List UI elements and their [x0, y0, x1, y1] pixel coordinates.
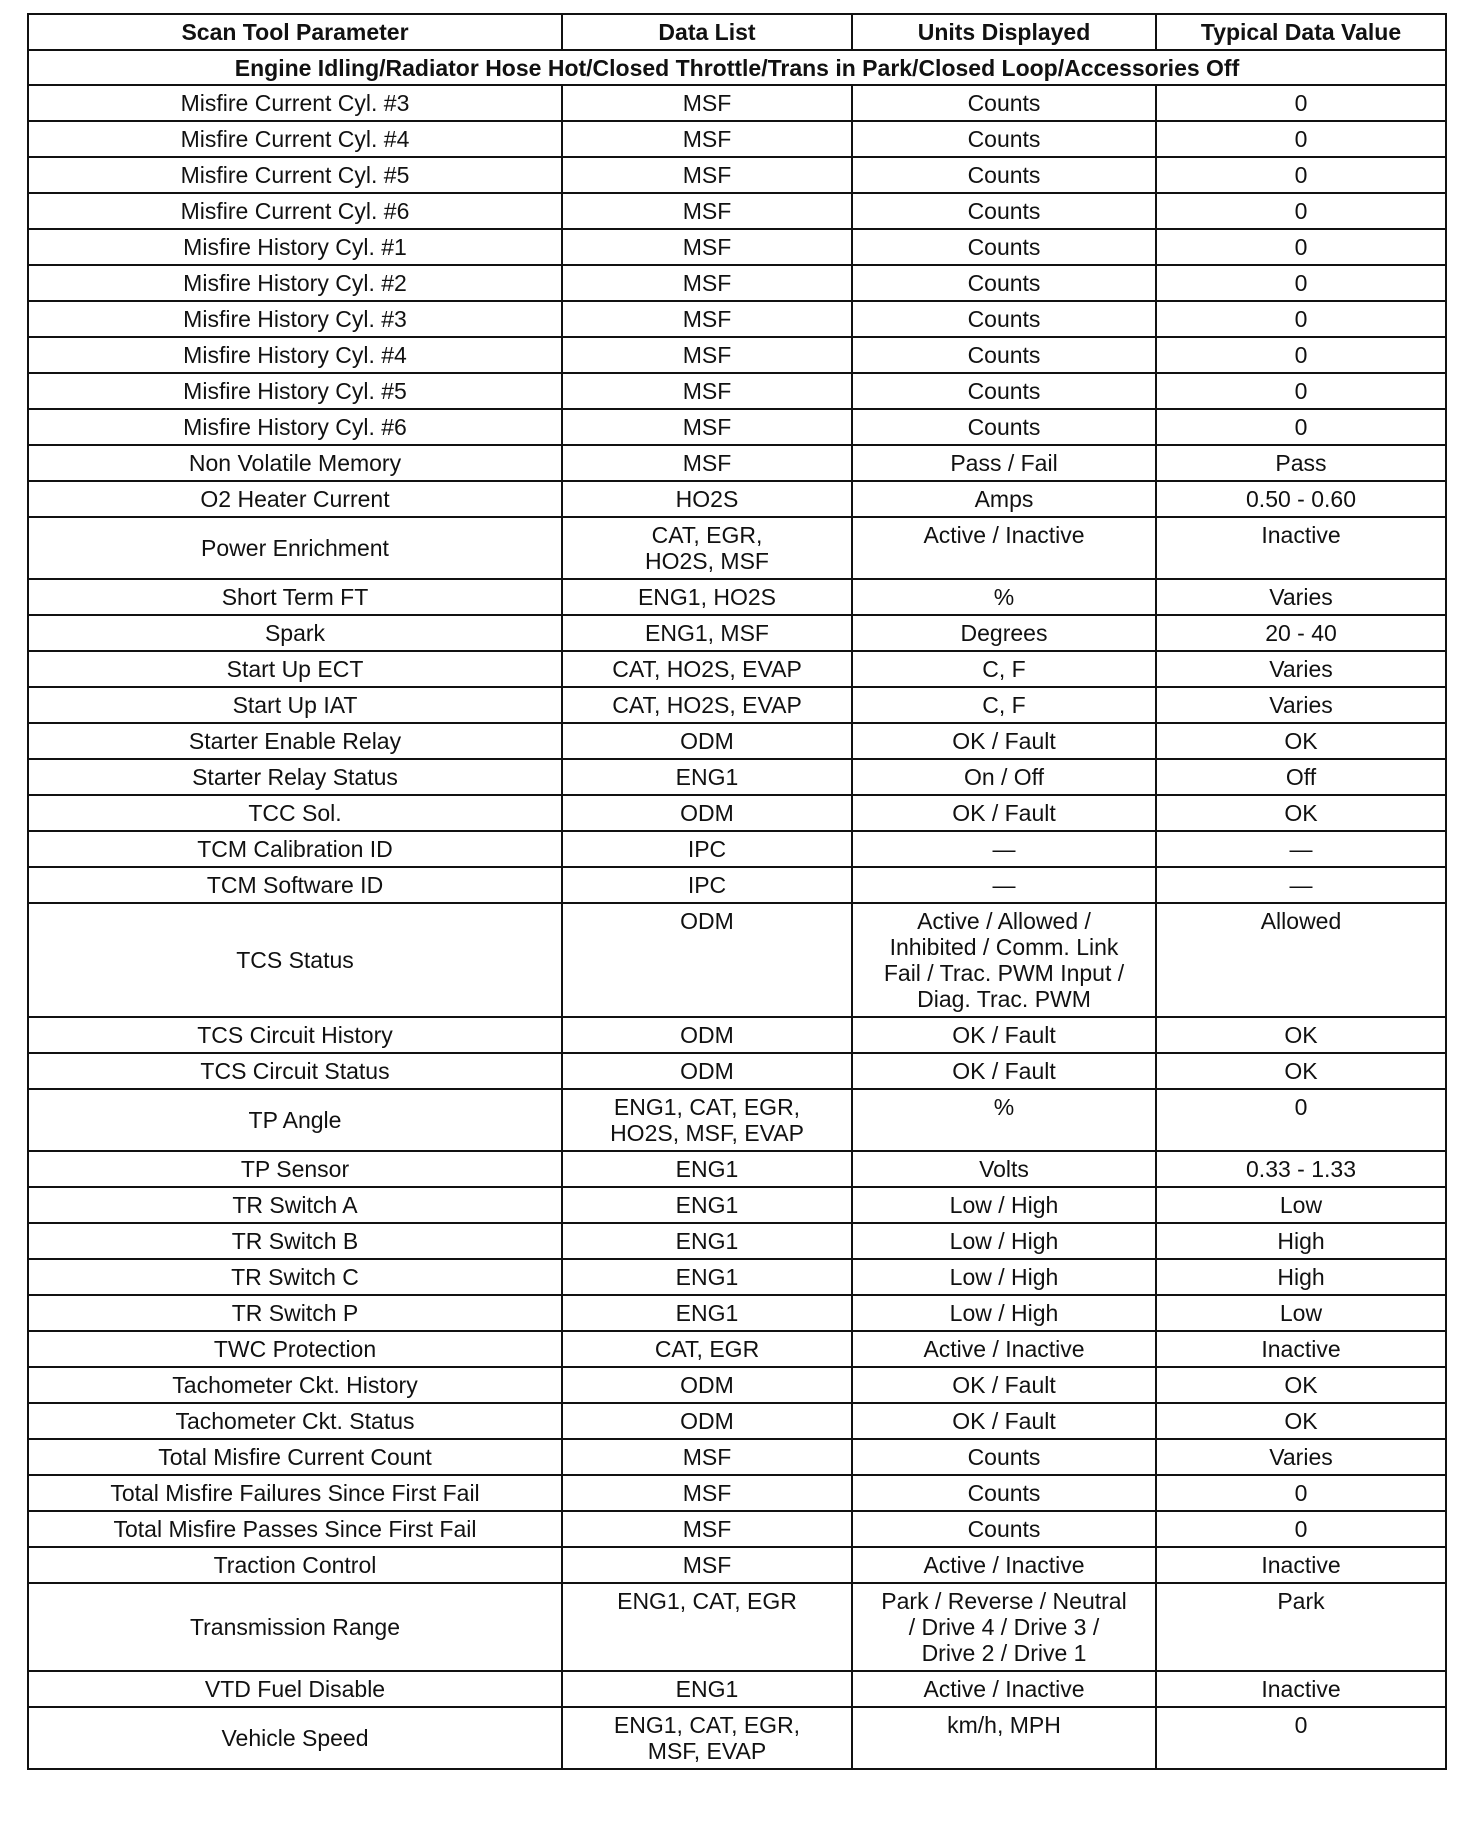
- table-row: [28, 1583, 1446, 1671]
- cell-data-list: ENG1, CAT, EGR: [562, 1583, 852, 1671]
- table-row: [28, 229, 1446, 265]
- cell-typical-data-value: Varies: [1156, 579, 1446, 615]
- cell-typical-data-value: Inactive: [1156, 1331, 1446, 1367]
- cell-scan-tool-parameter: TCS Circuit History: [28, 1017, 562, 1053]
- cell-typical-data-value: Varies: [1156, 651, 1446, 687]
- cell-data-list: ENG1, MSF: [562, 615, 852, 651]
- cell-units-displayed: Volts: [852, 1151, 1156, 1187]
- cell-data-list: MSF: [562, 193, 852, 229]
- table-row: [28, 121, 1446, 157]
- cell-scan-tool-parameter: O2 Heater Current: [28, 481, 562, 517]
- cell-scan-tool-parameter: Spark: [28, 615, 562, 651]
- cell-scan-tool-parameter: Total Misfire Failures Since First Fail: [28, 1475, 562, 1511]
- cell-units-displayed: Low / High: [852, 1259, 1156, 1295]
- cell-typical-data-value: 0.33 - 1.33: [1156, 1151, 1446, 1187]
- cell-units-displayed: Counts: [852, 121, 1156, 157]
- table-row: [28, 1295, 1446, 1331]
- cell-scan-tool-parameter: Total Misfire Current Count: [28, 1439, 562, 1475]
- cell-units-displayed: OK / Fault: [852, 723, 1156, 759]
- cell-data-list: HO2S: [562, 481, 852, 517]
- cell-scan-tool-parameter: TCS Circuit Status: [28, 1053, 562, 1089]
- cell-scan-tool-parameter: Misfire History Cyl. #4: [28, 337, 562, 373]
- cell-units-displayed: Active / Allowed / Inhibited / Comm. Link Fail / Trac. PWM Input / Diag. Trac. PWM: [852, 903, 1156, 1017]
- cell-typical-data-value: 20 - 40: [1156, 615, 1446, 651]
- cell-units-displayed: Amps: [852, 481, 1156, 517]
- operating-condition: Engine Idling/Radiator Hose Hot/Closed Throttle/Trans in Park/Closed Loop/Accessories Off: [28, 50, 1446, 85]
- table-row: [28, 759, 1446, 795]
- cell-units-displayed: OK / Fault: [852, 1367, 1156, 1403]
- cell-typical-data-value: 0: [1156, 265, 1446, 301]
- table-row: [28, 651, 1446, 687]
- cell-scan-tool-parameter: TP Sensor: [28, 1151, 562, 1187]
- cell-data-list: CAT, EGR, HO2S, MSF: [562, 517, 852, 579]
- table-row: [28, 1331, 1446, 1367]
- cell-scan-tool-parameter: TWC Protection: [28, 1331, 562, 1367]
- cell-data-list: ODM: [562, 1017, 852, 1053]
- cell-typical-data-value: High: [1156, 1223, 1446, 1259]
- cell-units-displayed: —: [852, 867, 1156, 903]
- cell-typical-data-value: OK: [1156, 1403, 1446, 1439]
- cell-typical-data-value: OK: [1156, 1367, 1446, 1403]
- table-row: [28, 373, 1446, 409]
- cell-data-list: ENG1: [562, 1259, 852, 1295]
- cell-data-list: MSF: [562, 373, 852, 409]
- cell-data-list: ODM: [562, 1367, 852, 1403]
- cell-data-list: ODM: [562, 1053, 852, 1089]
- cell-typical-data-value: Inactive: [1156, 517, 1446, 579]
- cell-typical-data-value: OK: [1156, 1017, 1446, 1053]
- table-body: [28, 50, 1446, 1769]
- cell-typical-data-value: 0: [1156, 337, 1446, 373]
- table-row: [28, 723, 1446, 759]
- cell-scan-tool-parameter: Vehicle Speed: [28, 1707, 562, 1769]
- header-row: [28, 14, 1446, 50]
- cell-units-displayed: OK / Fault: [852, 1053, 1156, 1089]
- cell-data-list: ODM: [562, 903, 852, 1017]
- cell-scan-tool-parameter: Start Up ECT: [28, 651, 562, 687]
- cell-units-displayed: OK / Fault: [852, 1017, 1156, 1053]
- cell-typical-data-value: Inactive: [1156, 1671, 1446, 1707]
- cell-scan-tool-parameter: Misfire History Cyl. #5: [28, 373, 562, 409]
- table-row: [28, 795, 1446, 831]
- cell-data-list: MSF: [562, 301, 852, 337]
- cell-units-displayed: Counts: [852, 1439, 1156, 1475]
- cell-typical-data-value: Low: [1156, 1187, 1446, 1223]
- cell-units-displayed: Counts: [852, 193, 1156, 229]
- cell-typical-data-value: OK: [1156, 723, 1446, 759]
- cell-typical-data-value: —: [1156, 867, 1446, 903]
- cell-scan-tool-parameter: Misfire Current Cyl. #6: [28, 193, 562, 229]
- cell-scan-tool-parameter: Misfire History Cyl. #6: [28, 409, 562, 445]
- cell-scan-tool-parameter: Total Misfire Passes Since First Fail: [28, 1511, 562, 1547]
- table-row: [28, 1151, 1446, 1187]
- cell-data-list: ENG1, CAT, EGR, MSF, EVAP: [562, 1707, 852, 1769]
- cell-scan-tool-parameter: Tachometer Ckt. History: [28, 1367, 562, 1403]
- cell-data-list: MSF: [562, 1547, 852, 1583]
- cell-data-list: ENG1, HO2S: [562, 579, 852, 615]
- cell-scan-tool-parameter: Starter Relay Status: [28, 759, 562, 795]
- cell-scan-tool-parameter: Misfire Current Cyl. #4: [28, 121, 562, 157]
- cell-scan-tool-parameter: Short Term FT: [28, 579, 562, 615]
- table-row: [28, 1223, 1446, 1259]
- cell-typical-data-value: Park: [1156, 1583, 1446, 1671]
- cell-units-displayed: Counts: [852, 85, 1156, 121]
- header-typical-data-value: Typical Data Value: [1156, 14, 1446, 50]
- cell-typical-data-value: 0: [1156, 1475, 1446, 1511]
- cell-data-list: MSF: [562, 409, 852, 445]
- table-row: [28, 1259, 1446, 1295]
- cell-scan-tool-parameter: TR Switch P: [28, 1295, 562, 1331]
- cell-data-list: MSF: [562, 157, 852, 193]
- cell-units-displayed: Park / Reverse / Neutral / Drive 4 / Drive 3 / Drive 2 / Drive 1: [852, 1583, 1156, 1671]
- cell-units-displayed: Low / High: [852, 1187, 1156, 1223]
- cell-data-list: MSF: [562, 445, 852, 481]
- table-row: [28, 1547, 1446, 1583]
- condition-row: [28, 50, 1446, 85]
- table-row: [28, 1053, 1446, 1089]
- cell-typical-data-value: Low: [1156, 1295, 1446, 1331]
- cell-units-displayed: Active / Inactive: [852, 1547, 1156, 1583]
- table-row: [28, 85, 1446, 121]
- cell-units-displayed: %: [852, 1089, 1156, 1151]
- cell-data-list: IPC: [562, 831, 852, 867]
- table-row: [28, 1089, 1446, 1151]
- cell-units-displayed: Counts: [852, 229, 1156, 265]
- table-row: [28, 1403, 1446, 1439]
- table-row: [28, 1671, 1446, 1707]
- cell-typical-data-value: 0.50 - 0.60: [1156, 481, 1446, 517]
- cell-data-list: ENG1: [562, 1295, 852, 1331]
- cell-typical-data-value: Inactive: [1156, 1547, 1446, 1583]
- cell-units-displayed: Degrees: [852, 615, 1156, 651]
- cell-units-displayed: Counts: [852, 409, 1156, 445]
- cell-scan-tool-parameter: TCM Calibration ID: [28, 831, 562, 867]
- cell-data-list: MSF: [562, 1475, 852, 1511]
- cell-scan-tool-parameter: Misfire Current Cyl. #5: [28, 157, 562, 193]
- cell-units-displayed: Counts: [852, 1511, 1156, 1547]
- cell-units-displayed: OK / Fault: [852, 795, 1156, 831]
- cell-data-list: MSF: [562, 121, 852, 157]
- cell-scan-tool-parameter: Power Enrichment: [28, 517, 562, 579]
- table-row: [28, 1511, 1446, 1547]
- cell-scan-tool-parameter: Misfire History Cyl. #3: [28, 301, 562, 337]
- cell-typical-data-value: Pass: [1156, 445, 1446, 481]
- cell-scan-tool-parameter: Transmission Range: [28, 1583, 562, 1671]
- cell-data-list: ENG1: [562, 1671, 852, 1707]
- cell-scan-tool-parameter: VTD Fuel Disable: [28, 1671, 562, 1707]
- cell-scan-tool-parameter: Misfire History Cyl. #2: [28, 265, 562, 301]
- cell-typical-data-value: 0: [1156, 85, 1446, 121]
- table-row: [28, 831, 1446, 867]
- cell-data-list: MSF: [562, 229, 852, 265]
- cell-typical-data-value: 0: [1156, 121, 1446, 157]
- cell-typical-data-value: 0: [1156, 373, 1446, 409]
- cell-units-displayed: —: [852, 831, 1156, 867]
- cell-data-list: CAT, HO2S, EVAP: [562, 651, 852, 687]
- table-row: [28, 445, 1446, 481]
- cell-typical-data-value: High: [1156, 1259, 1446, 1295]
- cell-scan-tool-parameter: Starter Enable Relay: [28, 723, 562, 759]
- cell-data-list: IPC: [562, 867, 852, 903]
- cell-typical-data-value: OK: [1156, 1053, 1446, 1089]
- cell-units-displayed: km/h, MPH: [852, 1707, 1156, 1769]
- cell-data-list: MSF: [562, 85, 852, 121]
- cell-units-displayed: Counts: [852, 1475, 1156, 1511]
- scan-tool-data-table: [27, 13, 1447, 1770]
- cell-scan-tool-parameter: TP Angle: [28, 1089, 562, 1151]
- cell-units-displayed: Counts: [852, 373, 1156, 409]
- table-row: [28, 193, 1446, 229]
- cell-units-displayed: Active / Inactive: [852, 1671, 1156, 1707]
- cell-units-displayed: C, F: [852, 651, 1156, 687]
- cell-data-list: ENG1: [562, 759, 852, 795]
- cell-units-displayed: Counts: [852, 157, 1156, 193]
- cell-typical-data-value: 0: [1156, 1089, 1446, 1151]
- cell-typical-data-value: —: [1156, 831, 1446, 867]
- table-row: [28, 301, 1446, 337]
- cell-units-displayed: Counts: [852, 337, 1156, 373]
- cell-typical-data-value: Off: [1156, 759, 1446, 795]
- table-row: [28, 903, 1446, 1017]
- table-row: [28, 1475, 1446, 1511]
- table-row: [28, 481, 1446, 517]
- cell-units-displayed: Pass / Fail: [852, 445, 1156, 481]
- cell-typical-data-value: 0: [1156, 1707, 1446, 1769]
- cell-data-list: ODM: [562, 795, 852, 831]
- header-units-displayed: Units Displayed: [852, 14, 1156, 50]
- table-row: [28, 1439, 1446, 1475]
- cell-typical-data-value: Varies: [1156, 687, 1446, 723]
- table-row: [28, 517, 1446, 579]
- table-row: [28, 687, 1446, 723]
- cell-units-displayed: Low / High: [852, 1223, 1156, 1259]
- cell-typical-data-value: OK: [1156, 795, 1446, 831]
- table-row: [28, 409, 1446, 445]
- cell-units-displayed: OK / Fault: [852, 1403, 1156, 1439]
- cell-data-list: MSF: [562, 1439, 852, 1475]
- cell-data-list: MSF: [562, 265, 852, 301]
- scan-tool-data-sheet: [27, 13, 1445, 1770]
- cell-scan-tool-parameter: TCS Status: [28, 903, 562, 1017]
- cell-units-displayed: %: [852, 579, 1156, 615]
- cell-units-displayed: Counts: [852, 301, 1156, 337]
- table-row: [28, 1187, 1446, 1223]
- cell-typical-data-value: 0: [1156, 157, 1446, 193]
- cell-typical-data-value: Allowed: [1156, 903, 1446, 1017]
- cell-data-list: CAT, HO2S, EVAP: [562, 687, 852, 723]
- cell-scan-tool-parameter: Start Up IAT: [28, 687, 562, 723]
- table-row: [28, 1017, 1446, 1053]
- cell-typical-data-value: Varies: [1156, 1439, 1446, 1475]
- header-data-list: Data List: [562, 14, 852, 50]
- cell-units-displayed: On / Off: [852, 759, 1156, 795]
- cell-scan-tool-parameter: Misfire History Cyl. #1: [28, 229, 562, 265]
- cell-scan-tool-parameter: Non Volatile Memory: [28, 445, 562, 481]
- cell-scan-tool-parameter: Tachometer Ckt. Status: [28, 1403, 562, 1439]
- table-row: [28, 615, 1446, 651]
- cell-scan-tool-parameter: Misfire Current Cyl. #3: [28, 85, 562, 121]
- cell-typical-data-value: 0: [1156, 193, 1446, 229]
- cell-typical-data-value: 0: [1156, 409, 1446, 445]
- table-row: [28, 1707, 1446, 1769]
- cell-units-displayed: C, F: [852, 687, 1156, 723]
- cell-units-displayed: Low / High: [852, 1295, 1156, 1331]
- table-row: [28, 337, 1446, 373]
- cell-typical-data-value: 0: [1156, 1511, 1446, 1547]
- cell-data-list: ODM: [562, 1403, 852, 1439]
- cell-data-list: ENG1: [562, 1187, 852, 1223]
- cell-scan-tool-parameter: Traction Control: [28, 1547, 562, 1583]
- cell-scan-tool-parameter: TR Switch C: [28, 1259, 562, 1295]
- cell-data-list: ENG1, CAT, EGR, HO2S, MSF, EVAP: [562, 1089, 852, 1151]
- table-row: [28, 1367, 1446, 1403]
- cell-scan-tool-parameter: TR Switch B: [28, 1223, 562, 1259]
- cell-data-list: CAT, EGR: [562, 1331, 852, 1367]
- cell-units-displayed: Active / Inactive: [852, 1331, 1156, 1367]
- table-row: [28, 265, 1446, 301]
- cell-data-list: MSF: [562, 337, 852, 373]
- cell-data-list: ENG1: [562, 1223, 852, 1259]
- table-row: [28, 157, 1446, 193]
- cell-data-list: MSF: [562, 1511, 852, 1547]
- cell-scan-tool-parameter: TR Switch A: [28, 1187, 562, 1223]
- cell-scan-tool-parameter: TCC Sol.: [28, 795, 562, 831]
- cell-data-list: ENG1: [562, 1151, 852, 1187]
- cell-scan-tool-parameter: TCM Software ID: [28, 867, 562, 903]
- table-row: [28, 867, 1446, 903]
- cell-units-displayed: Counts: [852, 265, 1156, 301]
- header-scan-tool-parameter: Scan Tool Parameter: [28, 14, 562, 50]
- cell-typical-data-value: 0: [1156, 301, 1446, 337]
- cell-units-displayed: Active / Inactive: [852, 517, 1156, 579]
- cell-typical-data-value: 0: [1156, 229, 1446, 265]
- table-row: [28, 579, 1446, 615]
- cell-data-list: ODM: [562, 723, 852, 759]
